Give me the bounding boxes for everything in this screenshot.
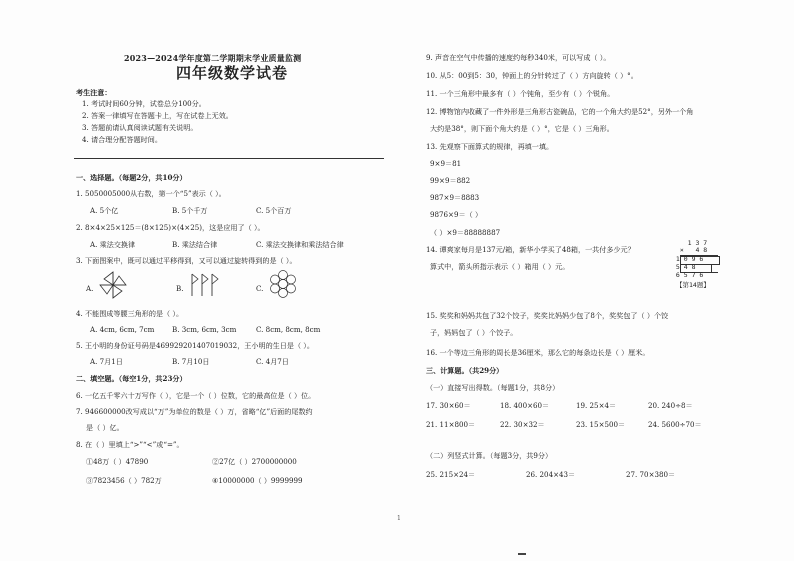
- section2-heading: 二、填空题。（每空1分，共23分）: [76, 374, 187, 383]
- subsection-2-heading: （二）列竖式计算。（每题3分，共9分）: [426, 451, 553, 460]
- q5-option-a: A. 7月1日: [90, 357, 123, 366]
- q5-option-b: B. 7月10日: [172, 357, 210, 366]
- note-item: 3. 答题前请认真阅读试题有关说明。: [82, 123, 198, 132]
- q2-option-a: A. 乘法交换律: [90, 240, 136, 249]
- calc-item: 23. 15×500＝: [576, 420, 626, 429]
- question-16: 16. 一个等边三角形的周长是36厘米，那么它的每条边长是（ ）厘米。: [426, 348, 650, 357]
- question-14: 14. 谭爽家每月是137元/箱，新华小学买了48箱，一共付多少元？: [426, 245, 635, 254]
- q4-option-b: B. 3cm, 6cm, 3cm: [172, 325, 237, 334]
- question-11: 11. 一个三角形中最多有（ ）个钝角，至少有（ ）个锐角。: [426, 89, 615, 98]
- q13-line-2: 99×9＝882: [430, 176, 471, 185]
- q2-option-b: B. 乘法结合律: [172, 240, 218, 249]
- mult-caption: 【第14题】: [676, 281, 710, 289]
- calc-item: 22. 30×32＝: [500, 420, 545, 429]
- question-10: 10. 从5：00到5：30，钟面上的分针转过了（ ）方向旋转（ ）°。: [426, 71, 638, 80]
- question-13: 13. 先观察下面算式的规律，再填一填。: [426, 142, 554, 151]
- exam-subtitle: 2023—2024学年度第二学期期末学业质量监测: [124, 53, 302, 63]
- note-item: 1. 考试时间60分钟，试卷总分100分。: [82, 99, 206, 108]
- calc-item: 21. 11×800＝: [426, 420, 476, 429]
- question-7: 7. 946600000改写成以“万”为单位的数是（ ）万，省略“亿”后面的尾数约: [76, 407, 313, 416]
- calc-item: 20. 240÷8＝: [648, 401, 693, 410]
- q13-line-4: 9876×9＝（ ）: [430, 210, 483, 219]
- question-12: 12. 博物馆内收藏了一件外形是三角形古瓷碗品，它的一个角大约是52°，另外一个角: [426, 107, 694, 116]
- mult-line: 1 0 9 6: [672, 255, 704, 263]
- q8-item-2: ②27亿（ ）2700000000: [212, 457, 297, 466]
- note-item: 4. 请合理分配答题时间。: [82, 135, 162, 144]
- q13-line-1: 9×9＝81: [430, 159, 462, 168]
- notes-heading: 考生注意：: [76, 88, 112, 97]
- scan-mark: [518, 553, 526, 555]
- section3-heading: 三、计算题。（共29分）: [426, 366, 504, 375]
- calc-item: 24. 5600÷70＝: [648, 420, 702, 429]
- q1-option-c: C. 5个百万: [256, 206, 292, 215]
- question-15: 15. 奖奖和妈妈共包了32个饺子，奖奖比妈妈少包了8个，奖奖包了（ ）个饺: [426, 311, 669, 320]
- question-2: 2. 8×4×25×125＝(8×125)×(4×25)，这是应用了（ ）。: [76, 223, 265, 232]
- question-6: 6. 一亿五千零六十万写作（ ），它是一个（ ）位数，它的最高位是（ ）位。: [76, 391, 316, 400]
- q4-option-a: A. 4cm, 6cm, 7cm: [90, 325, 155, 334]
- mult-line: × 4 8: [672, 246, 708, 254]
- q4-option-c: C. 8cm, 8cm, 8cm: [256, 325, 321, 334]
- calc-item: 17. 30×60＝: [426, 401, 471, 410]
- mult-line: 1 3 7: [672, 239, 708, 247]
- calc-item: 18. 400×60＝: [500, 401, 550, 410]
- flags-figure-icon: [188, 272, 222, 298]
- mult-line: 5 4 8: [672, 262, 696, 271]
- calc-item: 19. 25×4＝: [576, 401, 617, 410]
- divider: [74, 158, 384, 159]
- question-12-cont: 大约是38°，则下面个角大约是（ ）°，它是（ ）三角形。: [430, 124, 614, 133]
- q1-option-b: B. 5个千万: [172, 206, 208, 215]
- multiplication-figure: [672, 240, 728, 302]
- hexagon-figure-icon: [266, 268, 300, 300]
- vertical-calc-item: 27. 70×380＝: [626, 470, 676, 479]
- vertical-calc-item: 25. 215×24＝: [426, 470, 476, 479]
- q5-option-c: C. 4月7日: [256, 357, 289, 366]
- q1-option-a: A. 5个亿: [90, 206, 119, 215]
- page-number: 1: [397, 515, 401, 522]
- q13-last-line: （ ）×9＝88888887: [430, 228, 501, 237]
- vertical-calc-item: 26. 204×43＝: [526, 470, 576, 479]
- q13-line-3: 987×9＝8883: [430, 193, 480, 202]
- q8-item-3: ③7823456（ ）782万: [86, 476, 162, 485]
- question-3: 3. 下面图案中，既可以通过平移得到，又可以通过旋转得到的是（ ）。: [76, 256, 297, 265]
- q3-option-b: B.: [176, 284, 184, 293]
- question-1: 1. 5050005000从右数，第一个“5”表示（ ）。: [76, 189, 226, 198]
- exam-title: 四年级数学试卷: [176, 64, 289, 82]
- q8-item-4: ④10000000（ ）9999999: [212, 476, 303, 485]
- question-5: 5. 王小明的身份证号码是469929201407019032，王小明的生日是（ ）。: [76, 341, 314, 350]
- question-4: 4. 不能围成等腰三角形的是（ ）。: [76, 309, 184, 318]
- question-14-cont: 算式中，箭头所指示表示（ ）箱用（ ）元。: [430, 262, 570, 271]
- question-9: 9. 声音在空气中传播的速度约每秒340米，可以写成（ ）。: [426, 53, 611, 62]
- question-7-cont: 是（ ）亿。: [86, 423, 124, 432]
- q2-option-c: C. 乘法交换律和乘法结合律: [256, 240, 344, 249]
- question-8: 8. 在（ ）里填上“>”“<”或“=”。: [76, 440, 184, 449]
- note-item: 2. 答案一律填写在答题卡上，写在试卷上无效。: [82, 111, 233, 120]
- question-15-cont: 子，妈妈包了（ ）个饺子。: [430, 328, 518, 337]
- pinwheel-figure-icon: [98, 270, 128, 300]
- q3-option-a: A.: [86, 284, 94, 293]
- q3-option-c: C.: [256, 284, 264, 293]
- section1-heading: 一、选择题。（每题2分，共10分）: [76, 173, 187, 182]
- subsection-1-heading: （一）直接写出得数。（每题1分，共8分）: [426, 383, 560, 392]
- mult-line: 6 5 7 6: [672, 271, 704, 279]
- q8-item-1: ①48万（ ）47890: [86, 457, 149, 466]
